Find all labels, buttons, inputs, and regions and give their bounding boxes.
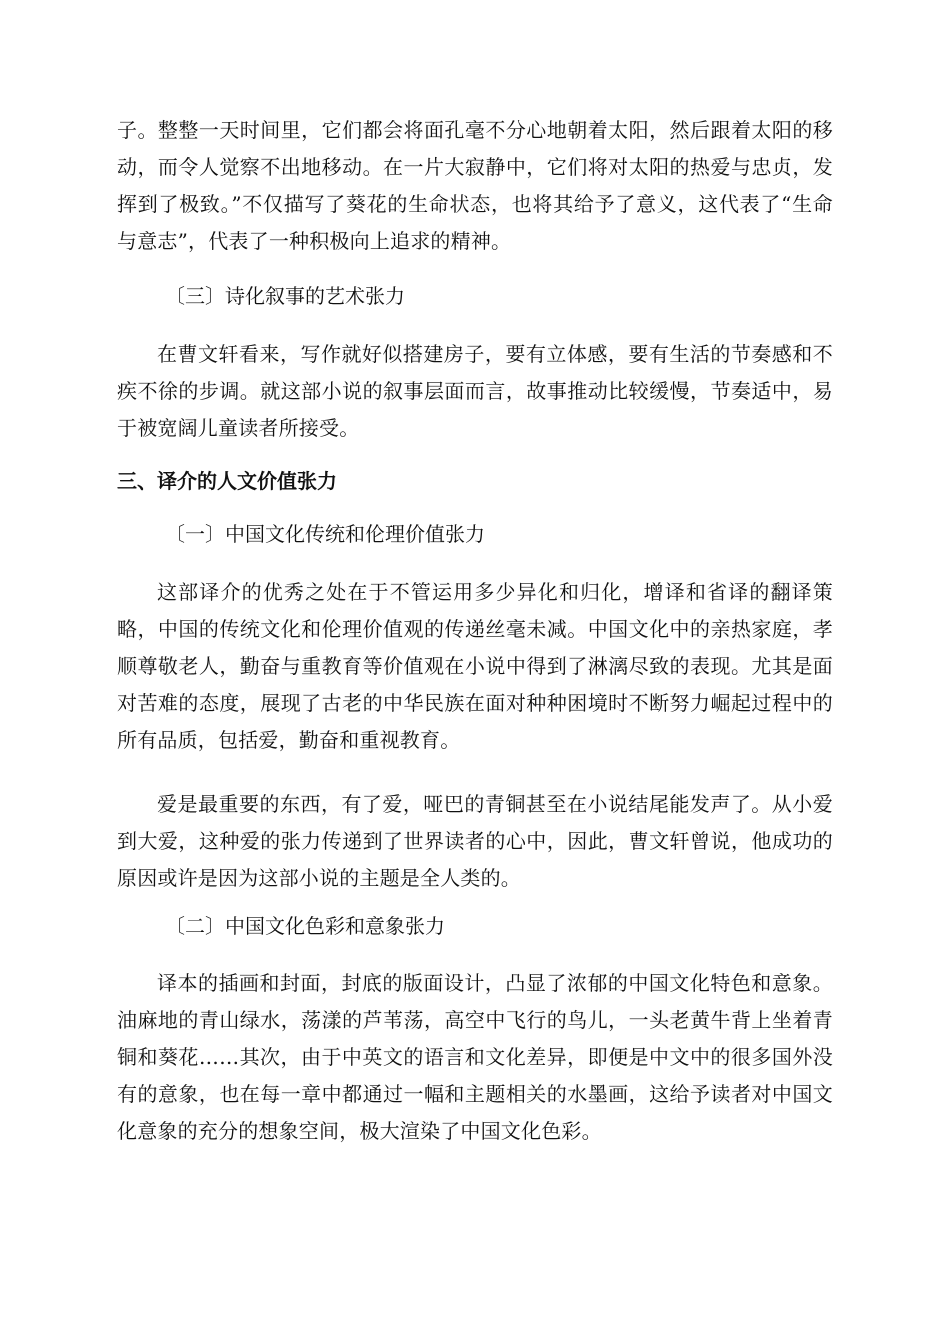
body-paragraph: 子。整整一天时间里，它们都会将面孔毫不分心地朝着太阳，然后跟着太阳的移动，而令人觉察不出地移动。在一片大寂静中，它们将对太阳的热爱与忠贞，发挥到了极致。”不仅描写了葵花的生命状态，也将其给予了意义，这代表了“生命与意志”，代表了一种积极向上追求的精神。 bbox=[117, 118, 833, 253]
paragraph-translation-strategy bbox=[117, 574, 833, 759]
subheading-color-imagery: 〔二〕中国文化色彩和意象张力 bbox=[165, 914, 445, 938]
subheading-poetic-narrative: 〔三〕诗化叙事的艺术张力 bbox=[165, 284, 405, 308]
paragraph-sunflower-continuation bbox=[117, 112, 833, 260]
body-paragraph: 在曹文轩看来，写作就好似搭建房子，要有立体感，要有生活的节奏感和不疾不徐的步调。就这部小说的叙事层面而言，故事推动比较缓慢，节奏适中，易于被宽阔儿童读者所接受。 bbox=[117, 342, 833, 440]
subheading-culture-ethics: 〔一〕中国文化传统和伦理价值张力 bbox=[165, 522, 485, 546]
paragraph-illustrations bbox=[117, 965, 833, 1150]
paragraph-love bbox=[117, 786, 833, 897]
body-paragraph: 爱是最重要的东西，有了爱，哑巴的青铜甚至在小说结尾能发声了。从小爱到大爱，这种爱的张力传递到了世界读者的心中，因此，曹文轩曾说，他成功的原因或许是因为这部小说的主题是全人类的。 bbox=[117, 792, 833, 890]
body-paragraph: 译本的插画和封面，封底的版面设计，凸显了浓郁的中国文化特色和意象。油麻地的青山绿水，荡漾的芦苇荡，高空中飞行的鸟儿，一头老黄牛背上坐着青铜和葵花……其次，由于中英文的语言和文化差异，即便是中文中的很多国外没有的意象，也在每一章中都通过一幅和主题相关的水墨画，这给予读者对中国文化意象的充分的想象空间，极大渲染了中国文化色彩。 bbox=[117, 971, 833, 1143]
body-paragraph: 这部译介的优秀之处在于不管运用多少异化和归化，增译和省译的翻译策略，中国的传统文化和伦理价值观的传递丝毫未减。中国文化中的亲热家庭，孝顺尊敬老人，勤奋与重教育等价值观在小说中得到了淋漓尽致的表现。尤其是面对苦难的态度，展现了古老的中华民族在面对种种困境时不断努力崛起过程中的所有品质，包括爱，勤奋和重视教育。 bbox=[117, 580, 833, 752]
paragraph-writing-rhythm bbox=[117, 336, 833, 447]
section-heading-humanistic-value: 三、译介的人文价值张力 bbox=[117, 469, 337, 493]
